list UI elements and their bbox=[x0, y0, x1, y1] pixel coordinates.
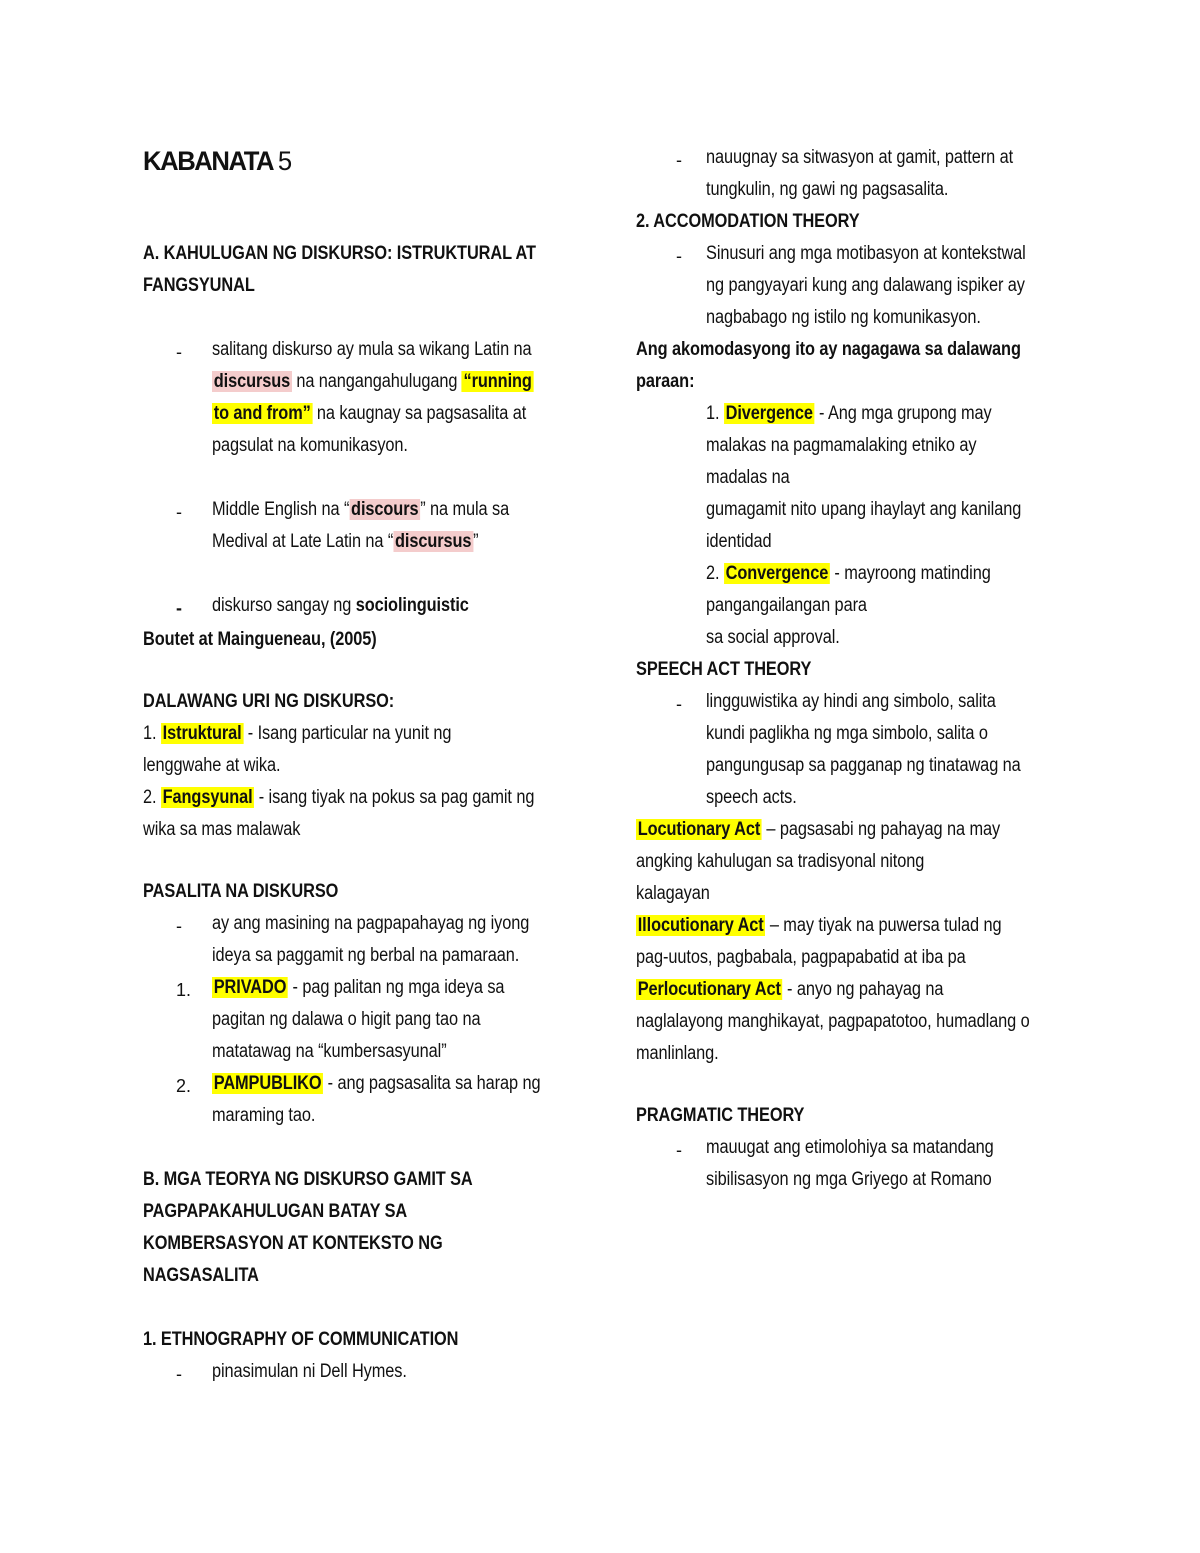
bullet-dash: - bbox=[176, 1364, 182, 1384]
bullet-line: kundi paglikha ng mga simbolo, salita o bbox=[706, 723, 988, 744]
act-definition bbox=[636, 914, 1002, 938]
act-definition bbox=[636, 978, 943, 1002]
text-span: na kaugnay sa pagsasalita at bbox=[312, 403, 527, 424]
text-span: – pagsasabi ng pahayag na may bbox=[761, 819, 1001, 840]
list-item bbox=[143, 722, 451, 746]
bullet-line: speech acts. bbox=[706, 787, 797, 808]
bullet-line bbox=[212, 402, 526, 426]
act-definition-cont: naglalayong manghikayat, pagpapatotoo, humadlang o bbox=[636, 1011, 1030, 1032]
bullet-line bbox=[212, 370, 534, 394]
speech-act-heading: SPEECH ACT THEORY bbox=[636, 659, 812, 680]
text-span: Medival at Late Latin na “ bbox=[212, 531, 394, 552]
bullet-line: nauugnay sa sitwasyon at gamit, pattern at bbox=[706, 147, 1014, 168]
act-definition bbox=[636, 818, 1000, 842]
bullet-dash: - bbox=[676, 150, 682, 170]
pasalita-heading: PASALITA NA DISKURSO bbox=[143, 881, 339, 902]
list-item-cont: matatawag na “kumbersasyunal” bbox=[212, 1041, 447, 1062]
text-span: ” bbox=[473, 531, 479, 552]
text-span: ” na mula sa bbox=[420, 499, 510, 520]
section-b-heading-line: PAGPAPAKAHULUGAN BATAY SA bbox=[143, 1201, 408, 1222]
act-definition-cont: manlinlang. bbox=[636, 1043, 719, 1064]
bullet-dash: - bbox=[176, 502, 182, 522]
term-locutionary-act: Locutionary Act bbox=[637, 819, 761, 840]
list-number: 2. bbox=[176, 1076, 192, 1096]
text-span: - Ang mga grupong may bbox=[814, 403, 992, 424]
text-span: – may tiyak na puwersa tulad ng bbox=[765, 915, 1002, 936]
list-number: 1. bbox=[176, 980, 192, 1000]
list-item-cont: madalas na bbox=[706, 467, 790, 488]
chapter-title-text: KABANATA bbox=[143, 146, 273, 176]
list-item bbox=[706, 402, 992, 426]
bullet-line: mauugat ang etimolohiya sa matandang bbox=[706, 1137, 994, 1158]
bullet-dash: - bbox=[176, 598, 182, 618]
bullet-dash: - bbox=[676, 694, 682, 714]
bullet-line: nagbabago ng istilo ng komunikasyon. bbox=[706, 307, 981, 328]
list-item-cont: maraming tao. bbox=[212, 1105, 316, 1126]
term-pampubliko: PAMPUBLIKO bbox=[213, 1073, 322, 1094]
bullet-dash: - bbox=[676, 246, 682, 266]
term-istruktural: Istruktural bbox=[162, 723, 242, 744]
bullet-line: ideya sa paggamit ng berbal na pamaraan. bbox=[212, 945, 520, 966]
section-a-heading-line1: A. KAHULUGAN NG DISKURSO: ISTRUKTURAL AT bbox=[143, 243, 536, 264]
bullet-line: sibilisasyon ng mga Griyego at Romano bbox=[706, 1169, 992, 1190]
bullet-line: ng pangyayari kung ang dalawang ispiker ay bbox=[706, 275, 1025, 296]
section-b-heading-line: B. MGA TEORYA NG DISKURSO GAMIT SA bbox=[143, 1169, 473, 1190]
act-definition-cont: kalagayan bbox=[636, 883, 710, 904]
list-item bbox=[212, 1072, 540, 1096]
text-span: - anyo ng pahayag na bbox=[782, 979, 944, 1000]
act-definition-cont: angking kahulugan sa tradisyonal nitong bbox=[636, 851, 925, 872]
item-number: 1. bbox=[706, 403, 724, 424]
bullet-dash: - bbox=[676, 1140, 682, 1160]
pragmatic-heading: PRAGMATIC THEORY bbox=[636, 1105, 805, 1126]
list-item bbox=[143, 786, 534, 810]
ethnography-heading: 1. ETHNOGRAPHY OF COMMUNICATION bbox=[143, 1329, 459, 1350]
text-span: na nangangahulugang bbox=[291, 371, 462, 392]
bullet-line: tungkulin, ng gawi ng pagsasalita. bbox=[706, 179, 949, 200]
bullet-line bbox=[212, 594, 469, 618]
item-number: 2. bbox=[143, 787, 161, 808]
accomodation-heading: 2. ACCOMODATION THEORY bbox=[636, 211, 860, 232]
bullet-line: ay ang masining na pagpapahayag ng iyong bbox=[212, 913, 530, 934]
term-discursus-2: discursus bbox=[394, 531, 472, 552]
term-privado: PRIVADO bbox=[213, 977, 287, 998]
list-item-cont: lenggwahe at wika. bbox=[143, 755, 281, 776]
term-illocutionary-act: Illocutionary Act bbox=[637, 915, 764, 936]
term-running: “running bbox=[463, 371, 532, 392]
bullet-line: Sinusuri ang mga motibasyon at kontekstwal bbox=[706, 243, 1026, 264]
bullet-dash: - bbox=[176, 342, 182, 362]
source-citation: Boutet at Maingueneau, (2005) bbox=[143, 629, 377, 650]
term-fangsyunal: Fangsyunal bbox=[162, 787, 253, 808]
bullet-line: pinasimulan ni Dell Hymes. bbox=[212, 1361, 407, 1382]
term-discursus: discursus bbox=[213, 371, 291, 392]
akomodasyon-line: paraan: bbox=[636, 371, 695, 392]
list-item-cont: sa social approval. bbox=[706, 627, 840, 648]
text-span: - Isang particular na yunit ng bbox=[243, 723, 452, 744]
chapter-number: 5 bbox=[277, 146, 291, 176]
bullet-line: pangungusap sa pagganap ng tinatawag na bbox=[706, 755, 1021, 776]
list-item-cont: wika sa mas malawak bbox=[143, 819, 301, 840]
section-b-heading-line: KOMBERSASYON AT KONTEKSTO NG bbox=[143, 1233, 443, 1254]
text-span: diskurso sangay ng bbox=[212, 595, 356, 616]
list-item-cont: pangangailangan para bbox=[706, 595, 867, 616]
term-perlocutionary-act: Perlocutionary Act bbox=[637, 979, 781, 1000]
act-definition-cont: pag-uutos, pagbabala, pagpapabatid at iba pa bbox=[636, 947, 966, 968]
bullet-line: pagsulat na komunikasyon. bbox=[212, 435, 408, 456]
bullet-line bbox=[212, 530, 478, 554]
term-convergence: Convergence bbox=[725, 563, 829, 584]
text-span: - mayroong matinding bbox=[829, 563, 991, 584]
bullet-dash: - bbox=[176, 916, 182, 936]
list-item-cont: pagitan ng dalawa o higit pang tao na bbox=[212, 1009, 481, 1030]
item-number: 1. bbox=[143, 723, 161, 744]
term-sociolinguistic: sociolinguistic bbox=[355, 595, 469, 616]
list-item bbox=[212, 976, 504, 1000]
text-span: Middle English na “ bbox=[212, 499, 350, 520]
text-span: - ang pagsasalita sa harap ng bbox=[323, 1073, 541, 1094]
term-divergence: Divergence bbox=[725, 403, 813, 424]
section-b-heading-line: NAGSASALITA bbox=[143, 1265, 259, 1286]
text-span: - pag palitan ng mga ideya sa bbox=[288, 977, 505, 998]
list-item-cont: malakas na pagmamalaking etniko ay bbox=[706, 435, 977, 456]
akomodasyon-line: Ang akomodasyong ito ay nagagawa sa dalawang bbox=[636, 339, 1021, 360]
bullet-line: lingguwistika ay hindi ang simbolo, salita bbox=[706, 691, 996, 712]
list-item bbox=[706, 562, 991, 586]
term-discours: discours bbox=[351, 499, 419, 520]
bullet-line bbox=[212, 498, 509, 522]
chapter-title bbox=[143, 144, 291, 178]
dalawang-uri-heading: DALAWANG URI NG DISKURSO: bbox=[143, 691, 395, 712]
term-to-and-from: to and from” bbox=[213, 403, 311, 424]
bullet-line: salitang diskurso ay mula sa wikang Latin na bbox=[212, 339, 532, 360]
list-item-cont: gumagamit nito upang ihaylayt ang kanilang bbox=[706, 499, 1022, 520]
text-span: - isang tiyak na pokus sa pag gamit ng bbox=[254, 787, 535, 808]
list-item-cont: identidad bbox=[706, 531, 772, 552]
section-a-heading-line2: FANGSYUNAL bbox=[143, 275, 255, 296]
item-number: 2. bbox=[706, 563, 724, 584]
